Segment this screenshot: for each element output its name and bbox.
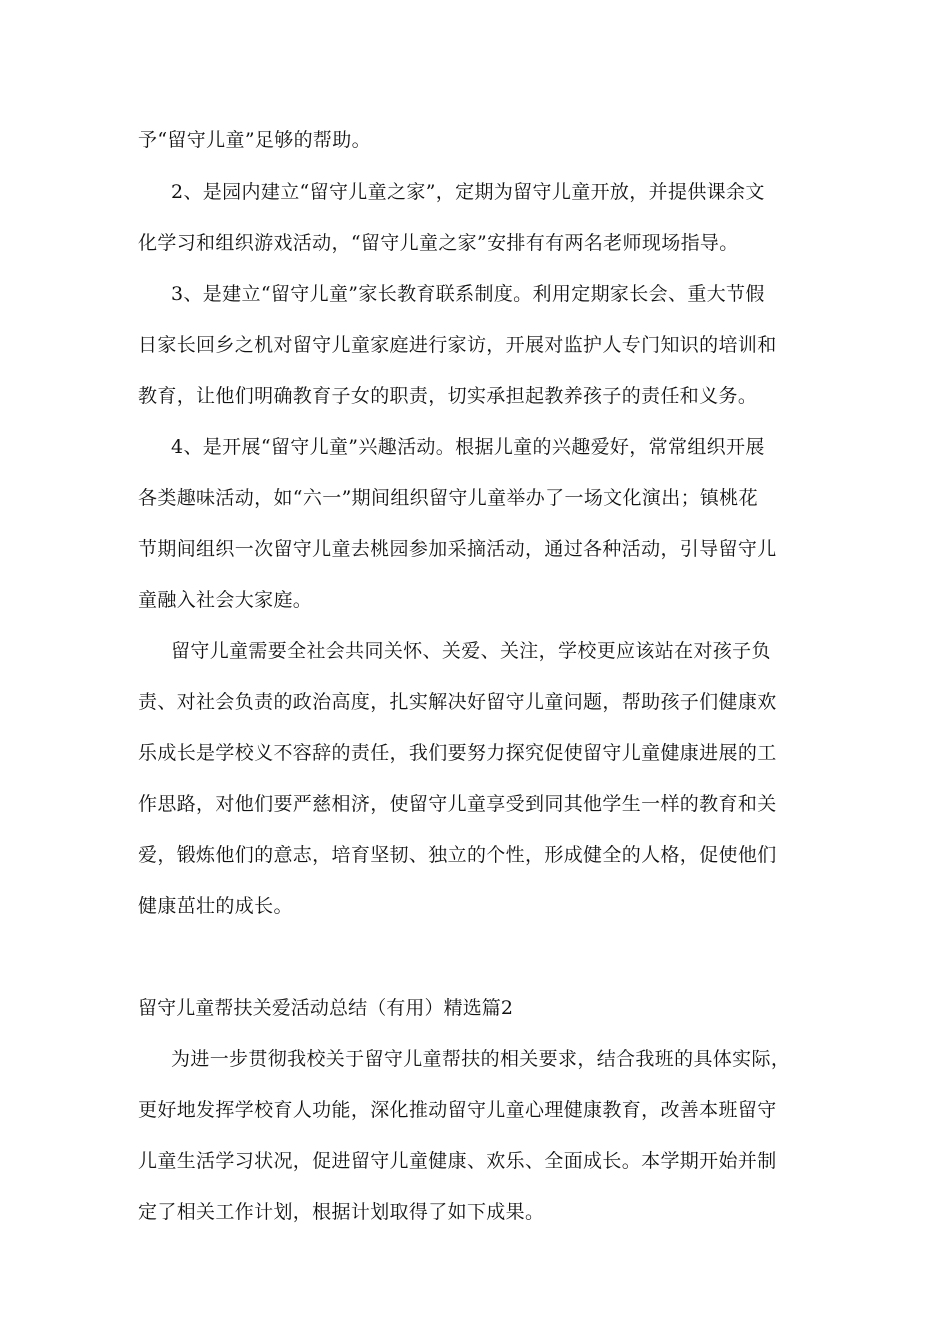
paragraph-3-line: 3、是建立“留守儿童”家长教育联系制度。利用定期家长会、重大节假 (171, 283, 765, 305)
text-line: 节期间组织一次留守儿童去桃园参加采摘活动，通过各种活动，引导留守儿 (138, 538, 777, 560)
text-line: 化学习和组织游戏活动，“留守儿童之家”安排有有两名老师现场指导。 (138, 232, 739, 254)
text-line: 予“留守儿童”足够的帮助。 (138, 129, 371, 151)
text-line: 责、对社会负责的政治高度，扎实解决好留守儿童问题，帮助孩子们健康欢 (138, 691, 777, 713)
text-line: 教育，让他们明确教育子女的职责，切实承担起教养孩子的责任和义务。 (138, 385, 758, 407)
text-line: 乐成长是学校义不容辞的责任，我们要努力探究促使留守儿童健康进展的工 (138, 742, 777, 764)
text-line: 各类趣味活动，如“六一”期间组织留守儿童举办了一场文化演出；镇桃花 (138, 487, 758, 509)
text-line: 日家长回乡之机对留守儿童家庭进行家访，开展对监护人专门知识的培训和 (138, 334, 777, 356)
paragraph-2-line: 2、是园内建立“留守儿童之家”，定期为留守儿童开放，并提供课余文 (171, 181, 765, 203)
text-line: 爱，锻炼他们的意志，培育坚韧、独立的个性，形成健全的人格，促使他们 (138, 844, 777, 866)
text-line: 作思路，对他们要严慈相济，使留守儿童享受到同其他学生一样的教育和关 (138, 793, 777, 815)
text-line: 定了相关工作计划，根据计划取得了如下成果。 (138, 1201, 545, 1223)
text-line: 健康茁壮的成长。 (138, 895, 293, 917)
text-line: 儿童生活学习状况，促进留守儿童健康、欢乐、全面成长。本学期开始并制 (138, 1150, 777, 1172)
text-line: 童融入社会大家庭。 (138, 589, 313, 611)
section-heading: 留守儿童帮扶关爱活动总结（有用）精选篇2 (138, 997, 514, 1019)
section-2-paragraph-line: 为进一步贯彻我校关于留守儿童帮扶的相关要求，结合我班的具体实际， (171, 1048, 791, 1070)
text-line: 更好地发挥学校育人功能，深化推动留守儿童心理健康教育，改善本班留守 (138, 1099, 777, 1121)
paragraph-4-line: 4、是开展“留守儿童”兴趣活动。根据儿童的兴趣爱好，常常组织开展 (171, 436, 765, 458)
summary-paragraph-line: 留守儿童需要全社会共同关怀、关爱、关注，学校更应该站在对孩子负 (171, 640, 771, 662)
